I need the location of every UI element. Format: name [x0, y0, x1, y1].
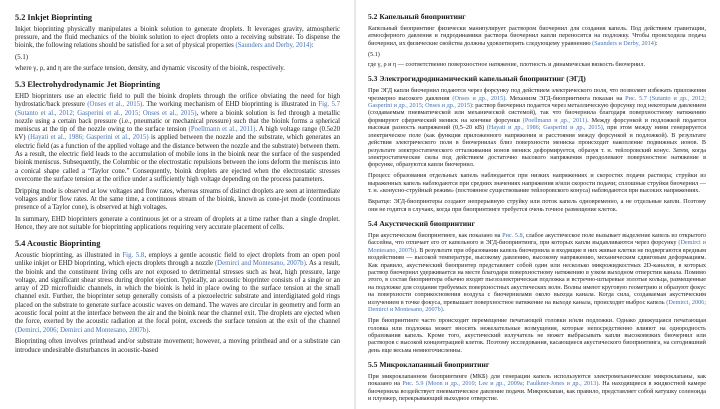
text-run: is applied between the nozzle and the substrate, which generates an electric field (as a function of the applied voltage and the distance between the nozzle and the substrate) between them. As a result, the electric field leads to the accumulation of mobile ions in the bioink near the surface of the suspended bioink meniscus. Subsequently, the Columbic or the electrostatic repulsions between the ions deform the meniscus into a conical shape called a “Taylor cone.” Consequently, bioink droplets are ejected when the electrostatic stresses overcome the surface tension at the orifice under a sufficiently high voltage depending on the process parameters. — [15, 134, 340, 183]
text-run: : — [311, 42, 314, 50]
equation-row — [368, 51, 706, 58]
citation-link[interactable]: (Saunders и Derby, 2014) — [592, 39, 656, 47]
text-run: При биопринтинге часто происходит перемещение печатающей головки и/или подложки. Однако движущаяся печатающая головка или подложка может вносить нежелательные возмущения, которые непосредственно влияют на однородность образования капель. Кроме того, акустический излучатель не может выбрасывать капли высоковязких биочернил или растворов с высокой концентрацией клеток. Поэтому исследования, касающиеся акустического биопринтинга, на сегодняшний день еще весьма немногочисленны. — [368, 317, 706, 354]
text-run: Inkjet bioprinting physically manipulates a bioink solution to generate droplets. It leverages gravity, atmospheric pressure, and the fluid mechanics of the bioink solution to eject droplets onto a receiving substrate. To dispense the bioink, the following relations should be satisfied for a set of physical properties — [15, 25, 340, 50]
text-run: . As a result, the bioink and the constituent living cells are not exposed to detrimental stresses such as heat, high pressure, large voltage, and significant shear stress during droplet ejection. Typically, an acoustic bioprinter consists of a single or an array of 2D microfluidic channels, in which the bioink is held in place owing to the surface tension at the small channel exit. Further, the bioprinter setup generally consists of a piezoelectric substrate and interdigitated gold rings placed on the substrate to generate surface acoustic waves on demand. The waves are circular in geometry and form an acoustic focal point at the interface between the air and the bioink near the channel exit. The droplets are ejected when the force, exerted by the acoustic radiation at the focal point, exceeds the surface tension at the exit of the channel — [15, 260, 341, 326]
section-heading: 5.3 Электрогидродинамический капельный биопринтинг (ЭГД) — [368, 74, 586, 84]
text-run: Bioprinting often involves printhead and/or substrate movement; however, a moving printhead and or a substrate can introduce undesirable disturbances in acoustic-based — [15, 338, 340, 354]
paragraph — [368, 317, 706, 354]
section-heading: 5.3 Electrohydrodynamic Jet Bioprinting — [15, 80, 161, 90]
paragraph — [15, 216, 340, 233]
text-run: Вкратце: ЭГД-биопринтеры создают непрерывную струйку или поток капель одновременно, а не отдельные капли. Поэтому они не годятся в случаях, когда при биопринтинге требуется очень точное размещение клеток. — [368, 198, 706, 213]
citation-link[interactable]: (Sutanto et al., 2012; Gasperini et al., 2015; Onses et al., 2015) — [15, 109, 197, 117]
section-heading: 5.4 Акустический биопринтинг — [368, 219, 475, 229]
equation-label: (5.1) — [15, 53, 29, 61]
paragraph — [368, 87, 706, 169]
text-run: Процесс образования отдельных капель наблюдается при низких напряжениях и скоростях подачи раствора; струйки из выраженных капель наблюдаются при средних значениях напряжения и/или скорости подачи; сплошные струйки биочернил — т. н. «конусно-струйный режим» (постоянное существование тейлоровского конуса) наблюдаются при высоких напряжениях. — [368, 172, 706, 195]
paragraph — [368, 373, 706, 403]
citation-link[interactable]: (Hayati et al., 1986; Gasperini et al., 2015) — [27, 134, 149, 142]
text-run: При микроклапанном биопринтинге (МКБ) для генерации капель используются электромеханические микроклапаны, как показано на — [368, 372, 706, 388]
citation-link[interactable]: (Onses et al., 2015) — [87, 101, 143, 109]
page-right — [356, 0, 720, 409]
citation-link[interactable]: (Demirci and Montesano, 2007b) — [214, 260, 306, 268]
paragraph — [15, 93, 340, 184]
section-heading: 5.5 Микроклапанный биопринтинг — [368, 360, 490, 370]
text-run: , employs a gentle acoustic field to eject droplets from an open pool unlike inkjet or EHD bioprinting, which ejects droplets through a nozzle — [15, 252, 340, 268]
paragraph — [368, 198, 706, 213]
citation-link[interactable]: Рис. 5.8 — [502, 231, 523, 239]
text-run: . — [442, 306, 445, 314]
equation-label: (5.1) — [368, 50, 380, 58]
text-run: , слабое акустическое поле вызывает выделение капель из открытого бассейна, что отличает его от капельного и ЭГД-биопринтинга, при которых капли выдавливаются через форсунку — [368, 231, 707, 247]
page-left — [0, 0, 354, 409]
citation-link[interactable]: Рис. 5.9 — [402, 380, 424, 388]
text-run: . Между форсункой и подложкой подается высокая разность напряжений (0,5–20 кВ) — [368, 116, 706, 132]
paragraph — [15, 252, 340, 335]
text-run: : раствор биочернил подается через металлическую форсунку под некоторым давлением (создаваемым пневматической или механической системой), так что биочернила благодаря поверхностному натяжению формируют сферический мениск на кончике форсунки — [368, 101, 706, 124]
citation-link[interactable]: (Hayati и др., 1986; Gasperini и др., 2015) — [486, 124, 603, 132]
paragraph — [368, 232, 706, 314]
text-run: , при этом между ними генерируется электрическое поле (как функция приложенного напряжения и расстояния между форсункой и подложкой). В результате действия электрического поля в биочернилах близ поверхности мениска происходит накопление подвижных ионов. В результате электростатического отталкивания ионов мениск деформируется, образуя т. н. тейлоровский конус. Затем, когда электростатические силы под действием достаточно высокого напряжения преодолевают поверхностное натяжение в форсунке, образуются капли биочернил. — [368, 124, 706, 169]
text-run: Acoustic bioprinting, as illustrated in — [15, 252, 123, 259]
citation-link[interactable]: Fig. 5.8 — [122, 252, 145, 259]
section-heading: 5.2 Inkjet Bioprinting — [15, 13, 93, 22]
text-run: . A high voltage range (0.5e20 kV) — [15, 126, 340, 142]
citation-link[interactable]: (Onses и др., 2015) — [452, 94, 506, 102]
paragraph — [368, 172, 706, 194]
text-run: . В результате при образовании капель биочернила и входящие в них живые клетки не подвергаются вредным воздействиям — высокой температуре, высокому давлению, высокому напряжению, механическим сдвиговым деформациям. Как правило, акустический биопринтер представляет собой один или несколько микрожидкостных 2D-каналов, в которых раствор биочернил удерживается на месте благодаря поверхностному натяжению в узком выходном отверстии канала. Помимо этого, в состав биопринтера обычно входят пьезоэлектрическая подложка и встречно-штыревые золотые кольца, размещенные на подложке для создания требуемых поверхностных акустических волн. Волны имеют круговую геометрию и образуют фокус на поверхности соприкосновения воздуха с биочернилами около выхода канала. Когда сила, создаваемая акустическим излучением в точке фокуса, превышает поверхностное натяжение на выходе канала, происходит выброс капель — [368, 246, 707, 306]
paragraph — [15, 188, 340, 213]
text-run: : — [655, 39, 658, 47]
text-run: Dripping mode is observed at low voltages and flow rates, whereas streams of distinct droplets are seen at intermediate voltages and/or flow rates. At the same time, a continuous stream of the bioink, known as cone-jet mode (continuous presence of a Taylor cone), is observed at high voltages. — [15, 187, 340, 212]
paragraph — [15, 65, 340, 73]
equation-row — [15, 54, 340, 62]
text-run: где γ, ρ и η — соответственно поверхностное натяжение, плотность и динамическая вязкость биочернил. — [368, 60, 645, 68]
text-run: При акустическом биопринтинге, как показано на — [368, 231, 503, 239]
paragraph — [15, 338, 340, 355]
paragraph — [368, 61, 706, 68]
text-run: . The working mechanism of EHD bioprinting is illustrated in — [142, 101, 319, 109]
text-run: , where a bioink solution is fed through a metallic nozzle using a certain back pressure (i.e., pneumatic or mechanical pressure) such that the bioink forms a spherical meniscus at the tip of the nozzle owing to the surface tension — [15, 109, 341, 134]
text-run: EHD bioprinters use an electric field to pull the bioink droplets through the orifice obviating the need for high hydrostatic/back pressure — [15, 92, 340, 109]
citation-link[interactable]: (Demirci, 2006; Demirci и Montesano, 2007b) — [368, 298, 706, 314]
citation-link[interactable]: Рис. 5.7 — [625, 94, 647, 102]
citation-link[interactable]: (Saunders and Derby, 2014) — [235, 42, 312, 50]
text-run: При ЭГД капли биочернил подаются через форсунку под действием электрического поля, что позволяет избежать приложения чрезмерно высокого давления — [368, 87, 706, 102]
section-heading: 5.2 Капельный биопринтинг — [368, 12, 466, 21]
citation-link[interactable]: (Poellmann и др., 2011) — [522, 116, 588, 124]
citation-link[interactable]: Fig. 5.7 — [318, 101, 341, 109]
text-run: In summary, EHD bioprinters generate a continuous jet or a stream of droplets at a time rather than a single droplet. Hence, they are not suitable for bioprinting applications requiring very accurate placement of cells. — [15, 215, 340, 232]
citation-link[interactable]: (Moon и др., 2010; Lee и др., 2009a; Faulkner-Jones и др., 2013) — [425, 380, 599, 388]
section-heading: 5.4 Acoustic Bioprinting — [15, 239, 101, 249]
paragraph — [15, 26, 340, 51]
citation-link[interactable]: (Demirci, 2006; Demirci and Montesano, 2007b) — [15, 326, 149, 334]
text-run: where γ, ρ, and η are the surface tension, density, and dynamic viscosity of the bioink, respectively. — [15, 65, 285, 73]
citation-link[interactable]: (Sutanto и др., 2012; Gasperini и др., 2015; Onses и др., 2015) — [368, 94, 706, 109]
text-run: Капельный биопринтинг физически манипулирует раствором биочернил для создания капель. Под действием гравитации, атмосферного давления и гидродинамики раствора биочернил капли переносятся на подложку. Чтобы происходила подача биочернил, их физические свойства должны удовлетворять следующему уравнению — [368, 24, 706, 47]
text-run: . — [148, 326, 151, 334]
paragraph — [368, 25, 706, 47]
citation-link[interactable]: (Poellmann et al., 2011) — [188, 126, 256, 134]
text-run: . Механизм ЭГД-биопринтинга показан на — [505, 94, 626, 102]
citation-link[interactable]: (Demirci и Montesano, 2007b) — [368, 239, 706, 254]
text-run: . На находящиеся в жидкостной камере биочернила воздействует пневматическое давление подачи. Микроклапан, как правило, представляет собой катушку соленоида и плунжер, перекрывающий выходное отверстие. — [368, 380, 707, 403]
